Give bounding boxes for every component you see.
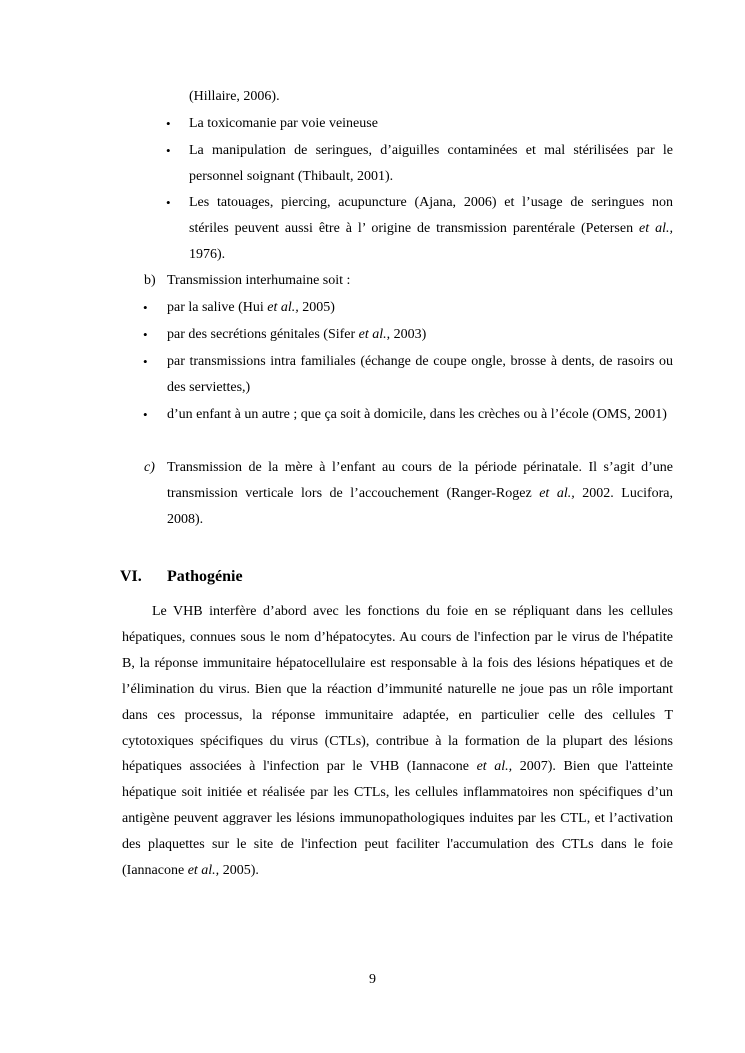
text-run: par la salive (Hui xyxy=(167,300,268,315)
list-item xyxy=(167,295,673,321)
section-heading-number: VI. xyxy=(120,568,142,585)
text-run: 2007). Bien que l'atteinte hépatique soit initiée et réalisée par les CTLs, les cellules inflammatoires non spécifiques d’un antigène peuvent aggraver les lésions immunopathologiques induites par les CTL, et l’activation des plaquettes sur le site de l'infection peut faciliter l'accumulation des CTLs dans le foie (Iannacone xyxy=(122,759,673,879)
section-b-label: b) xyxy=(144,273,156,288)
text-run: par transmissions intra familiales (échange de coupe ongle, brosse à dents, de rasoirs ou des serviettes,) xyxy=(167,354,673,395)
italic-run: et al., xyxy=(476,759,513,775)
bullet-icon: • xyxy=(143,407,148,422)
text-run: , 2003) xyxy=(386,327,427,342)
bullet-icon: • xyxy=(166,195,171,210)
italic-run: et al., xyxy=(267,300,299,315)
text-run: Les tatouages, piercing, acupuncture (Ajana, 2006) et l’usage de seringues non stériles peuvent aussi être à l’ origine de transmission parentérale (Petersen xyxy=(189,195,673,236)
italic-run: et al. xyxy=(358,327,387,342)
text-run: Transmission de la mère à l’enfant au cours de la période périnatale. Il s’agit d’une transmission verticale lors de l’accouchement (Ranger-Rogez xyxy=(167,460,673,501)
text-run: 2002. Lucifora, 2008). xyxy=(167,486,674,527)
italic-run: et al., xyxy=(639,221,673,236)
body-paragraph xyxy=(122,599,673,884)
bullet-icon: • xyxy=(166,143,171,158)
bullet-icon: • xyxy=(143,354,148,369)
page-number: 9 xyxy=(369,972,376,987)
bullet-icon: • xyxy=(143,300,148,315)
list-item: La manipulation de seringues, d’aiguilles contaminées et mal stérilisées par le personnel soignant (Thibault, 2001). xyxy=(189,143,673,184)
italic-run: et al., xyxy=(539,486,575,501)
section-b-title: Transmission interhumaine soit : xyxy=(167,273,351,288)
text-run: 2005) xyxy=(298,300,335,315)
bullet-icon: • xyxy=(143,327,148,342)
text-run: d’un enfant à un autre ; que ça soit à domicile, dans les crèches ou à l’école (OMS, 2001) xyxy=(167,407,667,422)
italic-run: et al., xyxy=(187,863,220,879)
text-run: 2005). xyxy=(219,863,259,879)
list-item-continuation: (Hillaire, 2006). xyxy=(189,89,280,104)
section-c-text xyxy=(167,455,673,533)
list-item: La toxicomanie par voie veineuse xyxy=(189,116,378,131)
bullet-icon: • xyxy=(166,116,171,131)
text-run: par des secrétions génitales (Sifer xyxy=(167,327,359,342)
text-run: Le VHB interfère d’abord avec les fonctions du foie en se répliquant dans les cellules hépatiques, connues sous le nom d’hépatocytes. Au cours de l'infection par le virus de l'hépatite B, la réponse immunitaire hépatocellulaire est responsable à la fois des lésions hépatiques et de l’élimination du virus. Bien que la réaction d’immunité naturelle ne joue pas un rôle important dans ces processus, la réponse immunitaire adaptée, en particulier celle des cellules T cytotoxiques spécifiques du virus (CTLs), contribue à la formation de la plupart des lésions hépatiques associées à l'infection par le VHB (Iannacone xyxy=(122,604,673,775)
list-item xyxy=(167,402,673,428)
text-run: 1976). xyxy=(189,247,226,262)
list-item xyxy=(167,349,673,401)
list-item xyxy=(167,322,673,348)
list-item xyxy=(189,190,673,268)
section-heading-title: Pathogénie xyxy=(167,568,243,585)
section-c-label: c) xyxy=(144,460,155,475)
